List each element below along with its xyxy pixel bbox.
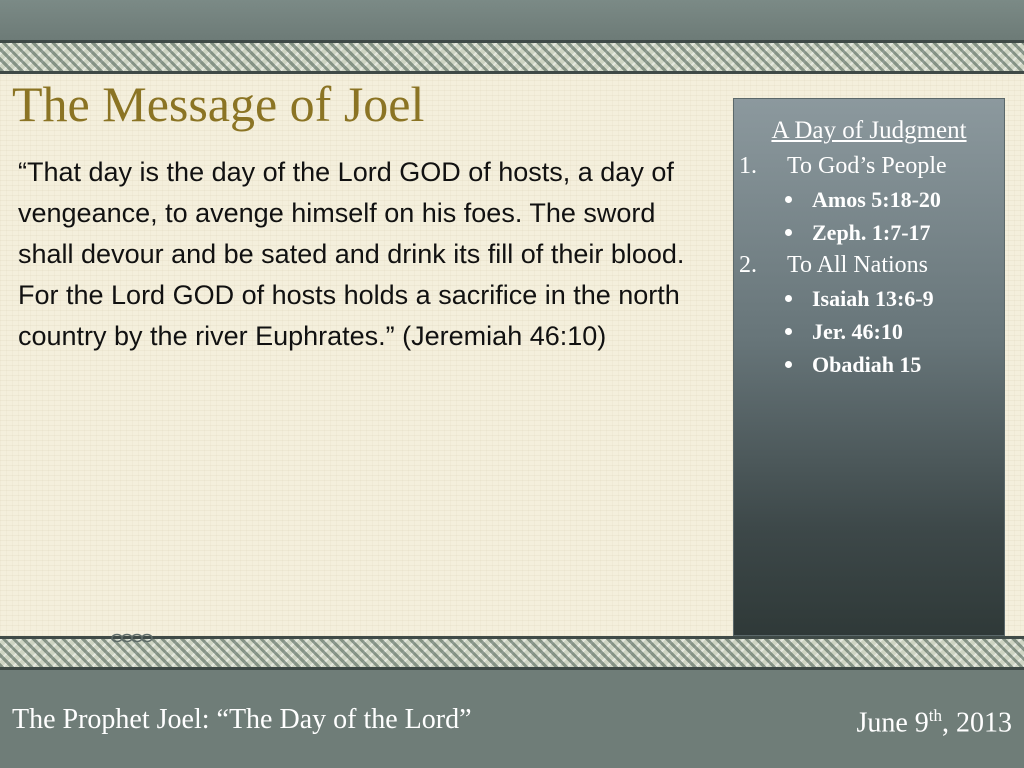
scripture-quote: “That day is the day of the Lord GOD of hosts, a day of vengeance, to avenge himself on his foes. The sword shall devour and be sated and drink its fill of their blood. For the Lord GOD of hosts holds a sacrifice in the north country by the river Euphrates.” (Jeremiah 46:10) — [18, 157, 685, 351]
bullet-icon — [785, 361, 792, 368]
sub-list-item — [733, 348, 1005, 381]
bullet-icon — [785, 196, 792, 203]
ornament-swirl-icon — [110, 632, 154, 644]
panel-list — [733, 150, 1005, 381]
list-item — [733, 150, 1005, 249]
sub-list-item — [733, 216, 1005, 249]
sub-list-item — [733, 183, 1005, 216]
list-item-label: To All Nations — [787, 252, 928, 278]
sub-list-item-label: Jer. 46:10 — [812, 319, 903, 344]
sub-list — [733, 282, 1005, 381]
bullet-icon — [785, 295, 792, 302]
date-suffix: th — [928, 706, 942, 725]
sub-list-item — [733, 282, 1005, 315]
sub-list-item-label: Zeph. 1:7-17 — [812, 220, 931, 245]
bullet-icon — [785, 328, 792, 335]
list-number: 1. — [739, 153, 757, 179]
panel-heading: A Day of Judgment — [771, 117, 967, 144]
sub-list-item-label: Obadiah 15 — [812, 352, 922, 377]
slide-title: The Message of Joel — [12, 76, 425, 132]
sub-list-item-label: Amos 5:18-20 — [812, 187, 941, 212]
date-year: , 2013 — [942, 707, 1012, 739]
sub-list — [733, 183, 1005, 249]
top-band — [0, 0, 1024, 40]
sub-list-item-label: Isaiah 13:6-9 — [812, 286, 934, 311]
date-text: June 9 — [856, 707, 929, 739]
list-item-label: To God’s People — [787, 153, 947, 179]
list-number: 2. — [739, 252, 757, 278]
footer-series-title: The Prophet Joel: “The Day of the Lord” — [12, 704, 472, 735]
side-panel — [733, 98, 1005, 636]
footer-date — [856, 706, 1012, 739]
list-item — [733, 249, 1005, 381]
sub-list-item — [733, 315, 1005, 348]
top-decorative-border — [0, 40, 1024, 74]
bullet-icon — [785, 229, 792, 236]
